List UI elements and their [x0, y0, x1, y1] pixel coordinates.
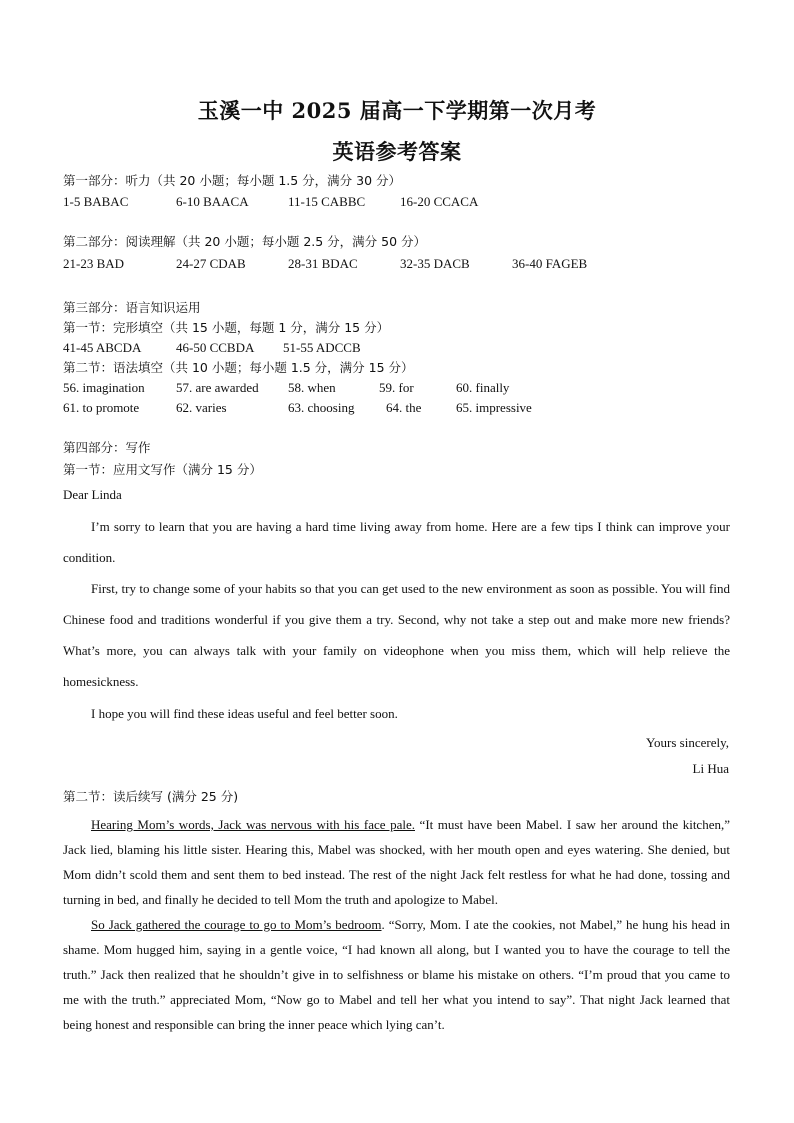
grammar-answer: 58. when — [288, 380, 336, 395]
part1-answer: 11-15 CABBC — [288, 194, 366, 209]
story-body-text: “It must have been Mabel. I saw her around the kitchen,” Jack lied, blaming his little sister. Hearing this, Mabel was shocked, with her mouth open and eyes watering. She denied, but Mom didn’t scold them and sent them to bed instead. The rest of the night Jack felt restless for what he had done, tossing and turning in bed, and finally he decided to tell Mom the truth and apologize to Mabel. — [63, 817, 730, 907]
grammar-answer: 60. finally — [456, 380, 510, 395]
part4-heading: 第四部分：写作 — [63, 440, 151, 455]
part1-heading: 第一部分：听力（共 20 小题；每小题 1.5 分，满分 30 分） — [63, 173, 402, 188]
cloze-answer: 51-55 ADCCB — [283, 340, 361, 355]
part2-heading: 第二部分：阅读理解（共 20 小题；每小题 2.5 分，满分 50 分） — [63, 234, 427, 249]
part3-sec2-heading: 第二节：语法填空（共 10 小题；每小题 1.5 分，满分 15 分） — [63, 360, 414, 375]
cloze-answer: 41-45 ABCDA — [63, 340, 142, 355]
letter-signature: Li Hua — [692, 761, 729, 776]
grammar-answer: 59. for — [379, 380, 414, 395]
page-title: 玉溪一中 2025 届高一下学期第一次月考 — [197, 98, 597, 123]
part1-answer: 1-5 BABAC — [63, 194, 129, 209]
part2-answer: 36-40 FAGEB — [512, 256, 588, 271]
story-lead-sentence: Hearing Mom’s words, Jack was nervous with his face pale. — [91, 817, 415, 832]
part1-answer: 16-20 CCACA — [400, 194, 479, 209]
letter-greeting: Dear Linda — [63, 487, 122, 502]
grammar-answer: 65. impressive — [456, 400, 532, 415]
part3-heading: 第三部分：语言知识运用 — [63, 300, 201, 315]
grammar-answer: 57. are awarded — [176, 380, 259, 395]
part2-answer: 24-27 CDAB — [176, 256, 246, 271]
part2-answer: 28-31 BDAC — [288, 256, 358, 271]
letter-paragraph: I’m sorry to learn that you are having a hard time living away from home. Here are a few tips I think can improve your condition. — [63, 519, 730, 565]
grammar-answer: 64. the — [386, 400, 422, 415]
part4-sec1-heading: 第一节：应用文写作（满分 15 分） — [63, 462, 262, 477]
cloze-answer: 46-50 CCBDA — [176, 340, 255, 355]
letter-closing: Yours sincerely, — [645, 735, 729, 750]
part4-sec2-heading: 第二节：读后续写 (满分 25 分) — [63, 789, 239, 804]
part3-sec1-heading: 第一节：完形填空（共 15 小题，每题 1 分，满分 15 分） — [63, 320, 390, 335]
page-subtitle: 英语参考答案 — [332, 139, 462, 164]
grammar-answer: 61. to promote — [63, 400, 140, 415]
part2-answer: 32-35 DACB — [400, 256, 470, 271]
part1-answer: 6-10 BAACA — [176, 194, 249, 209]
story-paragraph-2 — [63, 912, 730, 1037]
story-lead-sentence: So Jack gathered the courage to go to Mom’s bedroom — [91, 917, 382, 932]
story-paragraph-1 — [63, 812, 730, 912]
grammar-answer: 62. varies — [176, 400, 227, 415]
letter-paragraph: I hope you will find these ideas useful and feel better soon. — [91, 706, 398, 721]
story-body-text: . “Sorry, Mom. I ate the cookies, not Mabel,” he hung his head in shame. Mom hugged him, saying in a gentle voice, “I had known all along, but I wanted you to have the courage to tell the truth.” Jack then realized that he shouldn’t give in to selfishness or blame his mistake on others. “I’m proud that you came to me with the truth.” appreciated Mom, “Now go to Mabel and tell her what you intend to say”. That night Jack learned that being honest and responsible can bring the inner peace which lying can’t. — [63, 917, 730, 1032]
part2-answer: 21-23 BAD — [63, 256, 125, 271]
letter-paragraph: First, try to change some of your habits so that you can get used to the new environment as soon as possible. You will find Chinese food and traditions wonderful if you give them a try. Second, why not take a step out and make more new friends? What’s more, you can always talk with your family on videophone when you miss them, which will help relieve the homesickness. — [63, 581, 730, 689]
grammar-answer: 63. choosing — [288, 400, 355, 415]
grammar-answer: 56. imagination — [63, 380, 145, 395]
